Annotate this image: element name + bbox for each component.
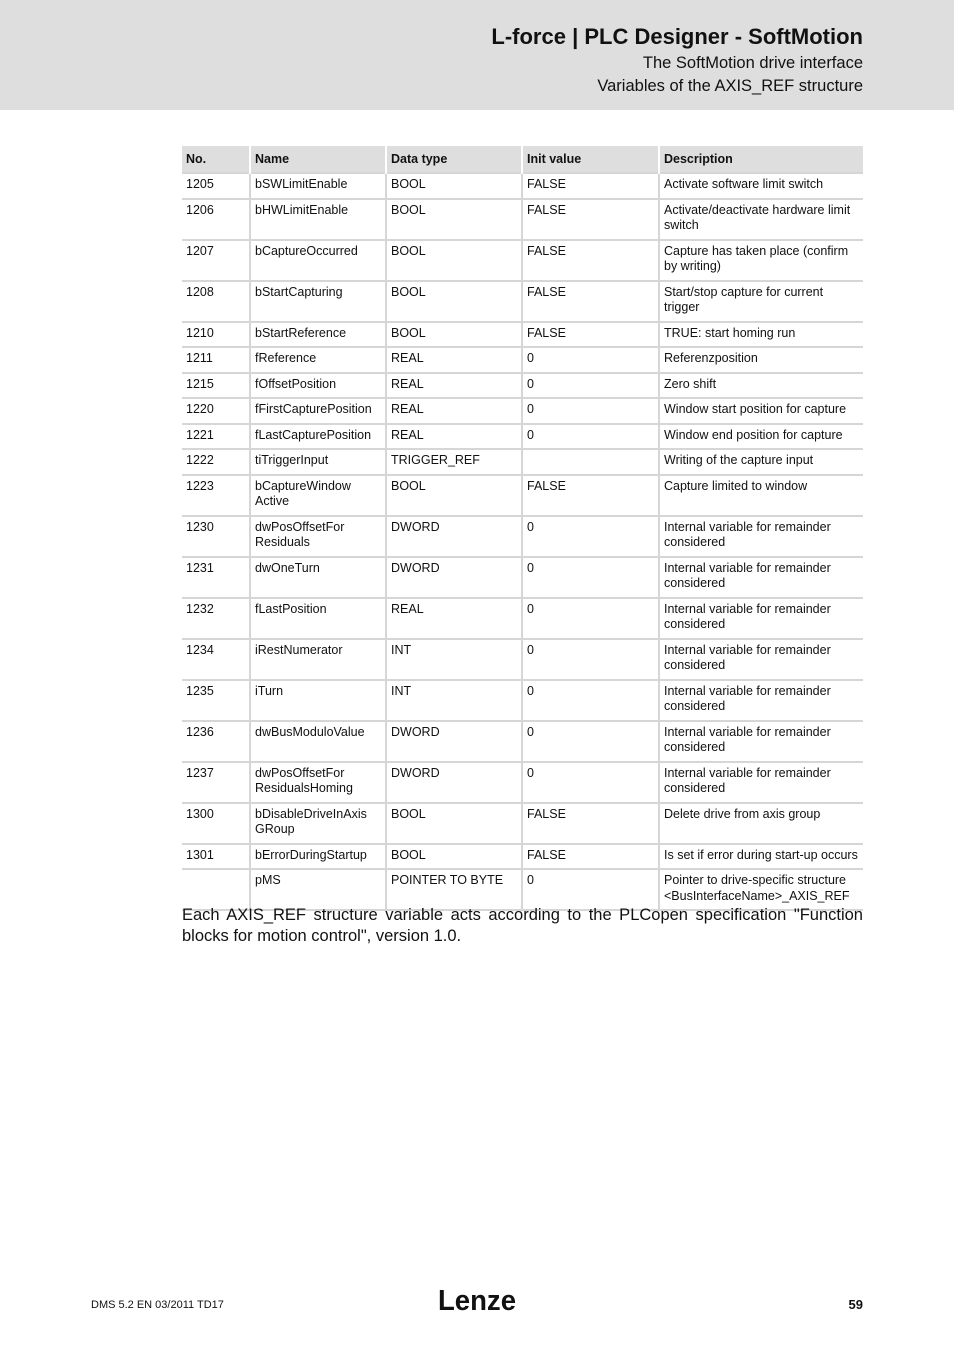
cell-name: fLastCapturePosition bbox=[250, 424, 386, 450]
table-row bbox=[182, 680, 863, 721]
cell-description: Window end position for capture bbox=[659, 424, 863, 450]
cell-description: Is set if error during start-up occurs bbox=[659, 844, 863, 870]
cell-data-type: INT bbox=[386, 680, 522, 721]
cell-init-value: 0 bbox=[522, 424, 659, 450]
cell-no: 1230 bbox=[182, 516, 250, 557]
cell-description: Capture has taken place (confirm by writing) bbox=[659, 240, 863, 281]
table-row bbox=[182, 516, 863, 557]
cell-data-type: BOOL bbox=[386, 199, 522, 240]
cell-init-value: 0 bbox=[522, 639, 659, 680]
cell-no: 1221 bbox=[182, 424, 250, 450]
table-header-row bbox=[182, 146, 863, 173]
cell-init-value: 0 bbox=[522, 869, 659, 910]
column-header-no: No. bbox=[182, 146, 250, 173]
cell-init-value: 0 bbox=[522, 373, 659, 399]
cell-no: 1215 bbox=[182, 373, 250, 399]
cell-data-type: BOOL bbox=[386, 281, 522, 322]
table-row bbox=[182, 844, 863, 870]
cell-init-value: FALSE bbox=[522, 844, 659, 870]
cell-name: fLastPosition bbox=[250, 598, 386, 639]
cell-name: tiTriggerInput bbox=[250, 449, 386, 475]
cell-description: Start/stop capture for current trigger bbox=[659, 281, 863, 322]
cell-init-value: 0 bbox=[522, 762, 659, 803]
cell-description: Pointer to drive-specific structure <BusInterfaceName>_AXIS_REF bbox=[659, 869, 863, 910]
cell-init-value: FALSE bbox=[522, 240, 659, 281]
cell-init-value: 0 bbox=[522, 598, 659, 639]
cell-description: Activate software limit switch bbox=[659, 173, 863, 199]
cell-no: 1220 bbox=[182, 398, 250, 424]
cell-name: fReference bbox=[250, 347, 386, 373]
cell-init-value: 0 bbox=[522, 398, 659, 424]
cell-name: bDisableDriveInAxis GRoup bbox=[250, 803, 386, 844]
cell-no: 1237 bbox=[182, 762, 250, 803]
cell-description: Internal variable for remainder considered bbox=[659, 639, 863, 680]
cell-no: 1205 bbox=[182, 173, 250, 199]
cell-data-type: BOOL bbox=[386, 173, 522, 199]
cell-data-type: INT bbox=[386, 639, 522, 680]
table-row bbox=[182, 475, 863, 516]
cell-no: 1210 bbox=[182, 322, 250, 348]
cell-description: Referenzposition bbox=[659, 347, 863, 373]
page-number: 59 bbox=[848, 1297, 863, 1312]
cell-data-type: REAL bbox=[386, 398, 522, 424]
cell-name: fOffsetPosition bbox=[250, 373, 386, 399]
cell-name: bSWLimitEnable bbox=[250, 173, 386, 199]
document-id: DMS 5.2 EN 03/2011 TD17 bbox=[91, 1299, 224, 1311]
table-row bbox=[182, 173, 863, 199]
table-row bbox=[182, 347, 863, 373]
cell-init-value: 0 bbox=[522, 516, 659, 557]
cell-data-type: REAL bbox=[386, 598, 522, 639]
column-header-data-type: Data type bbox=[386, 146, 522, 173]
cell-name: bErrorDuringStartup bbox=[250, 844, 386, 870]
table-row bbox=[182, 281, 863, 322]
cell-data-type: BOOL bbox=[386, 844, 522, 870]
cell-description: Internal variable for remainder considered bbox=[659, 598, 863, 639]
cell-no: 1223 bbox=[182, 475, 250, 516]
body-paragraph: Each AXIS_REF structure variable acts according to the PLCopen specification "Function blocks for motion control", version 1.0. bbox=[182, 906, 863, 945]
table-body bbox=[182, 173, 863, 910]
cell-init-value: FALSE bbox=[522, 281, 659, 322]
cell-init-value: FALSE bbox=[522, 475, 659, 516]
cell-description: Capture limited to window bbox=[659, 475, 863, 516]
cell-init-value: 0 bbox=[522, 680, 659, 721]
cell-description: Internal variable for remainder considered bbox=[659, 762, 863, 803]
table-row bbox=[182, 373, 863, 399]
cell-description: Internal variable for remainder considered bbox=[659, 557, 863, 598]
cell-name: bCaptureOccurred bbox=[250, 240, 386, 281]
cell-data-type: REAL bbox=[386, 373, 522, 399]
cell-description: Internal variable for remainder considered bbox=[659, 721, 863, 762]
cell-data-type: BOOL bbox=[386, 240, 522, 281]
cell-no: 1231 bbox=[182, 557, 250, 598]
section-title: The SoftMotion drive interface bbox=[642, 54, 863, 72]
table-row bbox=[182, 803, 863, 844]
page-header bbox=[0, 0, 954, 110]
cell-data-type: BOOL bbox=[386, 322, 522, 348]
axis-ref-variables-table bbox=[182, 146, 863, 911]
cell-data-type: BOOL bbox=[386, 803, 522, 844]
cell-description: Zero shift bbox=[659, 373, 863, 399]
table-row bbox=[182, 721, 863, 762]
cell-description: Delete drive from axis group bbox=[659, 803, 863, 844]
cell-name: dwBusModuloValue bbox=[250, 721, 386, 762]
column-header-description: Description bbox=[659, 146, 863, 173]
cell-init-value: FALSE bbox=[522, 322, 659, 348]
cell-name: dwOneTurn bbox=[250, 557, 386, 598]
cell-name: fFirstCapturePosition bbox=[250, 398, 386, 424]
page-title: L-force | PLC Designer - SoftMotion bbox=[491, 24, 863, 49]
table-row bbox=[182, 557, 863, 598]
cell-data-type: DWORD bbox=[386, 762, 522, 803]
cell-description: Activate/deactivate hardware limit switch bbox=[659, 199, 863, 240]
cell-description: Writing of the capture input bbox=[659, 449, 863, 475]
cell-no: 1236 bbox=[182, 721, 250, 762]
table-row bbox=[182, 869, 863, 910]
table-row bbox=[182, 449, 863, 475]
cell-init-value bbox=[522, 449, 659, 475]
cell-no: 1301 bbox=[182, 844, 250, 870]
table-row bbox=[182, 424, 863, 450]
cell-description: Window start position for capture bbox=[659, 398, 863, 424]
cell-name: bCaptureWindow Active bbox=[250, 475, 386, 516]
cell-init-value: 0 bbox=[522, 557, 659, 598]
cell-no: 1208 bbox=[182, 281, 250, 322]
cell-no: 1211 bbox=[182, 347, 250, 373]
table-row bbox=[182, 322, 863, 348]
cell-no: 1207 bbox=[182, 240, 250, 281]
cell-init-value: 0 bbox=[522, 347, 659, 373]
cell-name: bStartCapturing bbox=[250, 281, 386, 322]
table-row bbox=[182, 598, 863, 639]
cell-data-type: DWORD bbox=[386, 721, 522, 762]
cell-no: 1206 bbox=[182, 199, 250, 240]
cell-name: iTurn bbox=[250, 680, 386, 721]
cell-data-type: REAL bbox=[386, 347, 522, 373]
cell-init-value: FALSE bbox=[522, 173, 659, 199]
table-row bbox=[182, 398, 863, 424]
cell-data-type: TRIGGER_REF bbox=[386, 449, 522, 475]
cell-data-type: REAL bbox=[386, 424, 522, 450]
table-row bbox=[182, 762, 863, 803]
cell-name: bHWLimitEnable bbox=[250, 199, 386, 240]
subsection-title: Variables of the AXIS_REF structure bbox=[597, 77, 863, 95]
table-row bbox=[182, 199, 863, 240]
cell-description: Internal variable for remainder considered bbox=[659, 680, 863, 721]
lenze-logo-text: Lenze bbox=[438, 1285, 516, 1316]
column-header-init-value: Init value bbox=[522, 146, 659, 173]
cell-name: dwPosOffsetFor ResidualsHoming bbox=[250, 762, 386, 803]
cell-description: Internal variable for remainder considered bbox=[659, 516, 863, 557]
cell-data-type: DWORD bbox=[386, 557, 522, 598]
cell-no bbox=[182, 869, 250, 910]
cell-description: TRUE: start homing run bbox=[659, 322, 863, 348]
table-row bbox=[182, 639, 863, 680]
cell-no: 1234 bbox=[182, 639, 250, 680]
cell-data-type: BOOL bbox=[386, 475, 522, 516]
cell-data-type: POINTER TO BYTE bbox=[386, 869, 522, 910]
cell-name: bStartReference bbox=[250, 322, 386, 348]
cell-name: iRestNumerator bbox=[250, 639, 386, 680]
cell-init-value: FALSE bbox=[522, 199, 659, 240]
cell-no: 1222 bbox=[182, 449, 250, 475]
cell-no: 1235 bbox=[182, 680, 250, 721]
cell-init-value: FALSE bbox=[522, 803, 659, 844]
column-header-name: Name bbox=[250, 146, 386, 173]
lenze-logo bbox=[438, 1284, 518, 1316]
table-row bbox=[182, 240, 863, 281]
cell-init-value: 0 bbox=[522, 721, 659, 762]
cell-no: 1232 bbox=[182, 598, 250, 639]
cell-name: pMS bbox=[250, 869, 386, 910]
cell-no: 1300 bbox=[182, 803, 250, 844]
cell-data-type: DWORD bbox=[386, 516, 522, 557]
cell-name: dwPosOffsetFor Residuals bbox=[250, 516, 386, 557]
